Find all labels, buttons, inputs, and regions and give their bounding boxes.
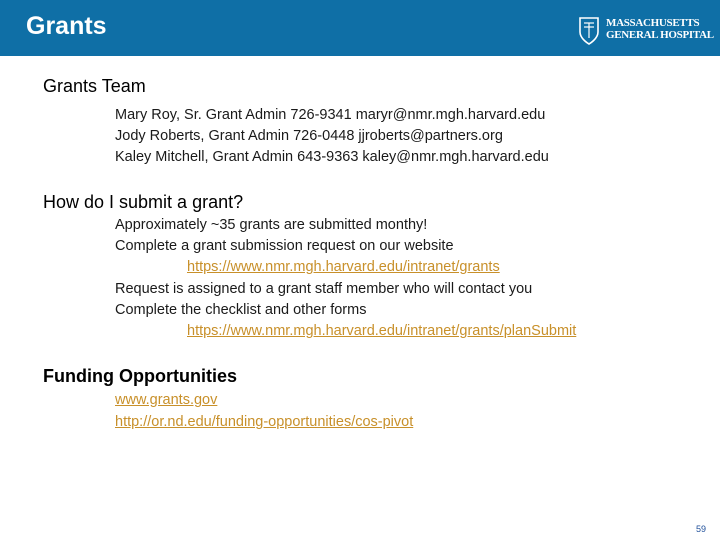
cos-pivot-link[interactable]: http://or.nd.edu/funding-opportunities/cos-pivot xyxy=(115,414,414,430)
slide-title: Grants xyxy=(26,12,107,40)
submit-line-1: Approximately ~35 grants are submitted monthy! xyxy=(115,217,428,233)
logo-line-2: GENERAL HOSPITAL xyxy=(606,29,714,41)
page-number: 59 xyxy=(695,524,706,534)
header-bar xyxy=(0,0,720,56)
grants-intranet-link[interactable]: https://www.nmr.mgh.harvard.edu/intranet/grants xyxy=(187,259,500,275)
funding-heading: Funding Opportunities xyxy=(43,366,237,386)
submit-line-3: Request is assigned to a grant staff member who will contact you xyxy=(115,281,533,297)
submit-heading: How do I submit a grant? xyxy=(43,192,244,212)
hospital-logo xyxy=(578,16,714,46)
submit-line-4: Complete the checklist and other forms xyxy=(115,302,367,318)
logo-line-1: MASSACHUSETTS xyxy=(606,17,700,29)
team-member-1: Mary Roy, Sr. Grant Admin 726-9341 maryr@nmr.mgh.harvard.edu xyxy=(115,107,546,123)
submit-line-2: Complete a grant submission request on our website xyxy=(115,238,454,254)
team-member-2: Jody Roberts, Grant Admin 726-0448 jjroberts@partners.org xyxy=(115,128,503,144)
team-member-3: Kaley Mitchell, Grant Admin 643-9363 kaley@nmr.mgh.harvard.edu xyxy=(115,149,549,165)
grants-gov-link[interactable]: www.grants.gov xyxy=(115,392,218,408)
shield-icon xyxy=(578,16,600,46)
logo-text xyxy=(606,17,714,41)
grants-team-heading: Grants Team xyxy=(43,76,146,96)
plan-submit-link[interactable]: https://www.nmr.mgh.harvard.edu/intranet/grants/planSubmit xyxy=(187,323,577,339)
